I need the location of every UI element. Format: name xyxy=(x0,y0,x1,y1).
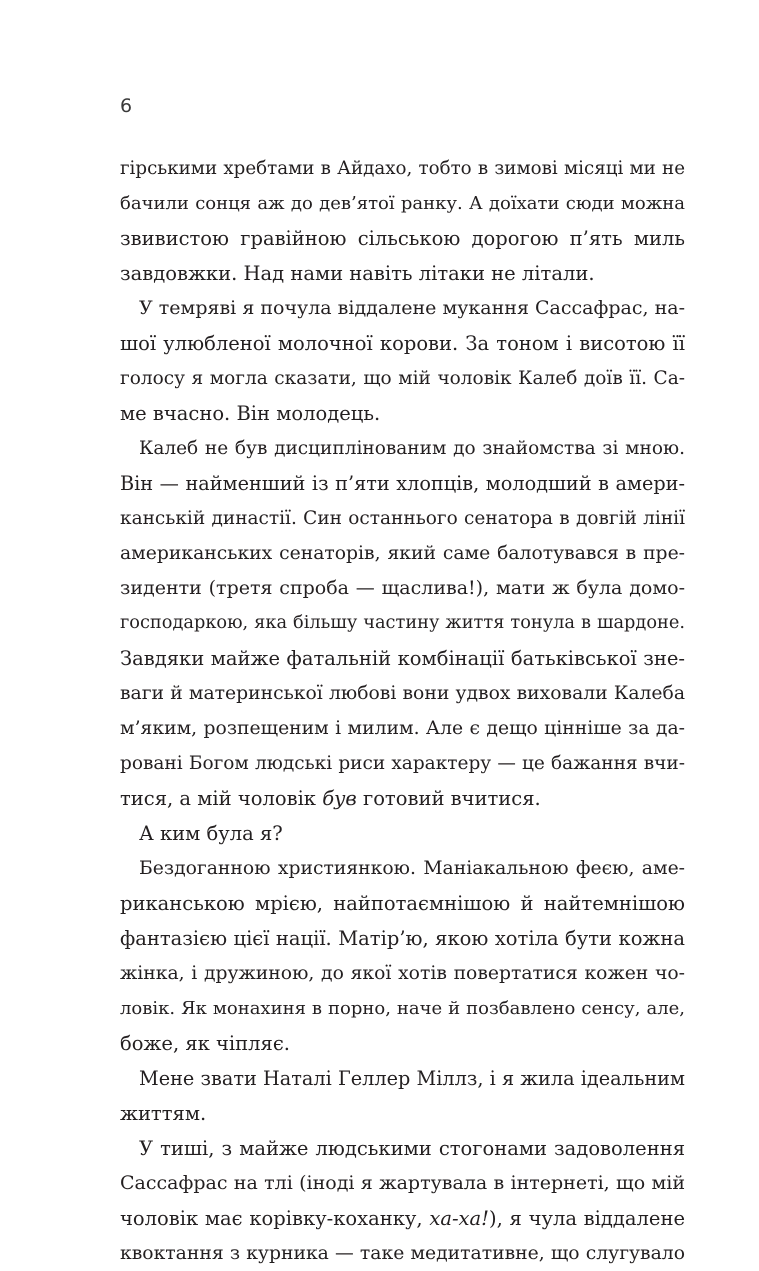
text-line: завдовжки. Над нами навіть літаки не літали. xyxy=(120,262,595,285)
page-number: 6 xyxy=(120,95,133,117)
text-line: Сассафрас на тлі (іноді я жартувала в інтернеті, що мій xyxy=(120,1172,685,1194)
emphasis-text: ха-ха! xyxy=(429,1207,490,1230)
text-line: У темряві я почула віддалене мукання Сассафрас, на- xyxy=(139,297,685,319)
text-line: фантазією цієї нації. Матір’ю, якою хотіла бути кожна xyxy=(120,927,685,950)
text-line: життям. xyxy=(120,1102,207,1125)
text-segment: ), я чула віддалене xyxy=(489,1207,685,1230)
text-line: зиденти (третя спроба — щаслива!), мати ж була домо- xyxy=(120,577,685,599)
text-segment: чоловік має корівку-коханку, xyxy=(120,1207,430,1230)
text-line: господаркою, яка більшу частину життя тонула в шардоне. xyxy=(120,613,685,633)
body-text xyxy=(120,151,685,1271)
text-segment: тися, а мій чоловік xyxy=(120,787,323,810)
text-line: гірськими хребтами в Айдахо, тобто в зимові місяці ми не xyxy=(120,158,685,179)
text-line: канській династії. Син останнього сенатора в довгій лінії xyxy=(120,508,685,529)
text-line: Бездоганною християнкою. Маніакальною феєю, аме- xyxy=(139,858,685,879)
text-line: риканською мрією, найпотаємнішою й найтемнішою xyxy=(120,892,685,915)
emphasis-text: був xyxy=(322,787,357,810)
text-line: шої улюбленої молочної корови. За тоном і висотою її xyxy=(120,332,685,355)
text-line: Завдяки майже фатальній комбінації батьківської зне- xyxy=(120,647,685,670)
text-line: звивистою гравійною сільською дорогою п’ять миль xyxy=(120,227,685,250)
text-line: ровані Богом людські риси характеру — це бажання вчи- xyxy=(120,753,685,774)
text-line: Мене звати Наталі Геллер Міллз, і я жила ідеальним xyxy=(139,1067,685,1090)
text-line: боже, як чіпляє. xyxy=(120,1032,290,1055)
text-segment: готовий вчитися. xyxy=(356,787,541,810)
text-line: квоктання з курника — таке медитативне, що слугувало xyxy=(120,1243,685,1264)
text-line: бачили сонця аж до дев’ятої ранку. А доїхати сюди можна xyxy=(120,193,685,214)
text-line: А ким була я? xyxy=(139,822,283,845)
text-line: м’яким, розпещеним і милим. Але є дещо цінніше за да- xyxy=(120,718,685,739)
text-line: У тиші, з майже людськими стогонами задоволення xyxy=(139,1137,685,1160)
text-line: ме вчасно. Він молодець. xyxy=(120,402,381,425)
text-line: Калеб не був дисциплінованим до знайомства зі мною. xyxy=(139,438,685,459)
text-line xyxy=(120,1201,685,1236)
text-line xyxy=(120,781,685,816)
text-line: ловік. Як монахиня в порно, наче й позбавлено сенсу, але, xyxy=(120,998,685,1019)
text-line: жінка, і дружиною, до якої хотів повертатися кожен чо- xyxy=(120,963,685,984)
text-line: ваги й материнської любові вони удвох виховали Калеба xyxy=(120,683,685,704)
text-line: американських сенаторів, який саме балотувався в пре- xyxy=(120,543,685,564)
text-line: Він — найменший із п’яти хлопців, молодший в амери- xyxy=(120,472,685,495)
text-line: голосу я могла сказати, що мій чоловік Калеб доїв її. Са- xyxy=(120,368,685,389)
